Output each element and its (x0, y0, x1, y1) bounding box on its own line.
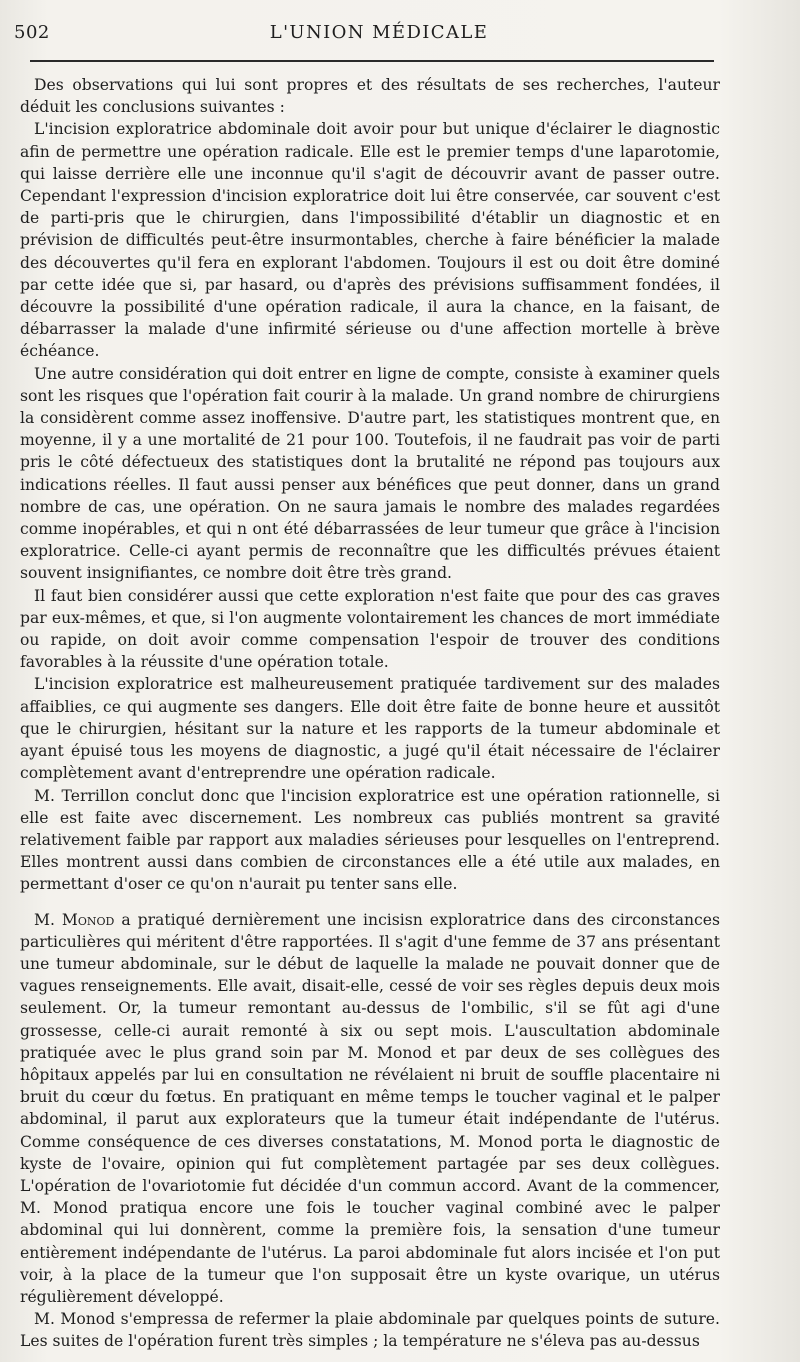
paragraph: Des observations qui lui sont propres et des résultats de ses recherches, l'auteur déduit les conclusions suivantes : (20, 76, 720, 117)
paragraph-monod (20, 909, 720, 1309)
paragraph: M. Monod s'empressa de refermer la plaie abdominale par quelques points de suture. Les suites de l'opération furent très simples ; la température ne s'éleva pas au-dessus (20, 1310, 720, 1351)
page-number: 502 (14, 22, 50, 43)
journal-title: L'UNION MÉDICALE (269, 22, 489, 43)
section-break (20, 896, 720, 909)
paragraph: Il faut bien considérer aussi que cette exploration n'est faite que pour des cas graves par eux-mêmes, et que, si l'on augmente volontairement les chances de mort immédiate ou rapide, on doit avoir comme compensation l'espoir de trouver des conditions favorables à la réussite d'une opération totale. (20, 586, 720, 672)
paragraph: M. Terrillon conclut donc que l'incision exploratrice est une opération rationnelle, si elle est faite avec discernement. Les nombreux cas publiés montrent sa gravité relativement faible par rapport aux maladies sérieuses pour lesquelles on l'entreprend. Elles montrent aussi dans combien de circonstances elle a été utile aux malades, en permettant d'oser ce qu'on n'aurait pu tenter sans elle. (20, 786, 720, 894)
author-name: M. Monod (34, 910, 115, 929)
paragraph: Une autre considération qui doit entrer en ligne de compte, consiste à examiner quels sont les risques que l'opération fait courir à la malade. Un grand nombre de chirurgiens la considèrent comme assez inoffensive. D'autre part, les statistiques montrent que, en moyenne, il y a une mortalité de 21 pour 100. Toutefois, il ne faudrait pas voir de parti pris le côté défectueux des statistiques dont la brutalité ne répond pas toujours aux indications réelles. Il faut aussi penser aux bénéfices que peut donner, dans un grand nombre de cas, une opération. On ne saura jamais le nombre des malades regardées comme inopérables, et qui n ont été débarrassées de leur tumeur que grâce à l'incision exploratrice. Celle-ci ayant permis de reconnaître que les difficultés prévues étaient souvent insignifiantes, ce nombre doit être très grand. (20, 364, 720, 583)
article-body (20, 74, 720, 1353)
paragraph: L'incision exploratrice est malheureusement pratiquée tardivement sur des malades affaiblies, ce qui augmente ses dangers. Elle doit être faite de bonne heure et aussitôt que le chirurgien, hésitant sur la nature et les rapports de la tumeur abdominale et ayant épuisé tous les moyens de diagnostic, a jugé qu'il était nécessaire de l'éclairer complètement avant d'entreprendre une opération radicale. (20, 675, 720, 783)
paragraph: L'incision exploratrice abdominale doit avoir pour but unique d'éclairer le diagnostic afin de permettre une opération radicale. Elle est le premier temps d'une laparotomie, qui laisse derrière elle une inconnue qu'il s'agit de découvrir avant de passer outre. Cependant l'expression d'incision exploratrice doit lui être conservée, car souvent c'est de parti-pris que le chirurgien, dans l'impossibilité d'établir un diagnostic et en prévision de difficultés peut-être insurmontables, cherche à faire bénéficier la malade des découvertes qu'il fera en explorant l'abdomen. Toujours il est ou doit être dominé par cette idée que si, par hasard, ou d'après des prévisions suffisamment fondées, il découvre la possibilité d'une opération radicale, il aura la chance, en la faisant, de débarrasser la malade d'une infirmité sérieuse ou d'une affection mortelle à brève échéance. (20, 120, 720, 361)
page-header (14, 18, 744, 48)
paragraph-text: a pratiqué dernièrement une incisisn exploratrice dans des circonstances particulières qui méritent d'être rapportées. Il s'agit d'une femme de 37 ans présentant une tumeur abdominale, sur le début de laquelle la malade ne pouvait donner que de vagues renseignements. Elle avait, disait-elle, cessé de voir ses règles depuis deux mois seulement. Or, la tumeur remontant au-dessus de l'ombilic, s'il se fût agi d'une grossesse, celle-ci aurait remonté à six ou sept mois. L'auscultation abdominale pratiquée avec le plus grand soin par M. Monod et par deux de ses collègues des hôpitaux appelés par lui en consultation ne révélaient ni bruit de souffle placentaire ni bruit du cœur du fœtus. En pratiquant en même temps le toucher vaginal et le palper abdominal, il parut aux explorateurs que la tumeur était indépendante de l'utérus. Comme conséquence de ces diverses constatations, M. Monod porta le diagnostic de kyste de l'ovaire, opinion qui fut complètement partagée par ses deux collègues. L'opération de l'ovariotomie fut décidée d'un commun accord. Avant de la commencer, M. Monod pratiqua encore une fois le toucher vaginal combiné avec le palper abdominal qui lui donnèrent, comme la première fois, la sensation d'une tumeur entièrement indépendante de l'utérus. La paroi abdominale fut alors incisée et l'on put voir, à la place de la tumeur que l'on supposait être un kyste ovarique, un utérus régulièrement développé. (20, 910, 720, 1306)
header-rule (30, 60, 714, 62)
